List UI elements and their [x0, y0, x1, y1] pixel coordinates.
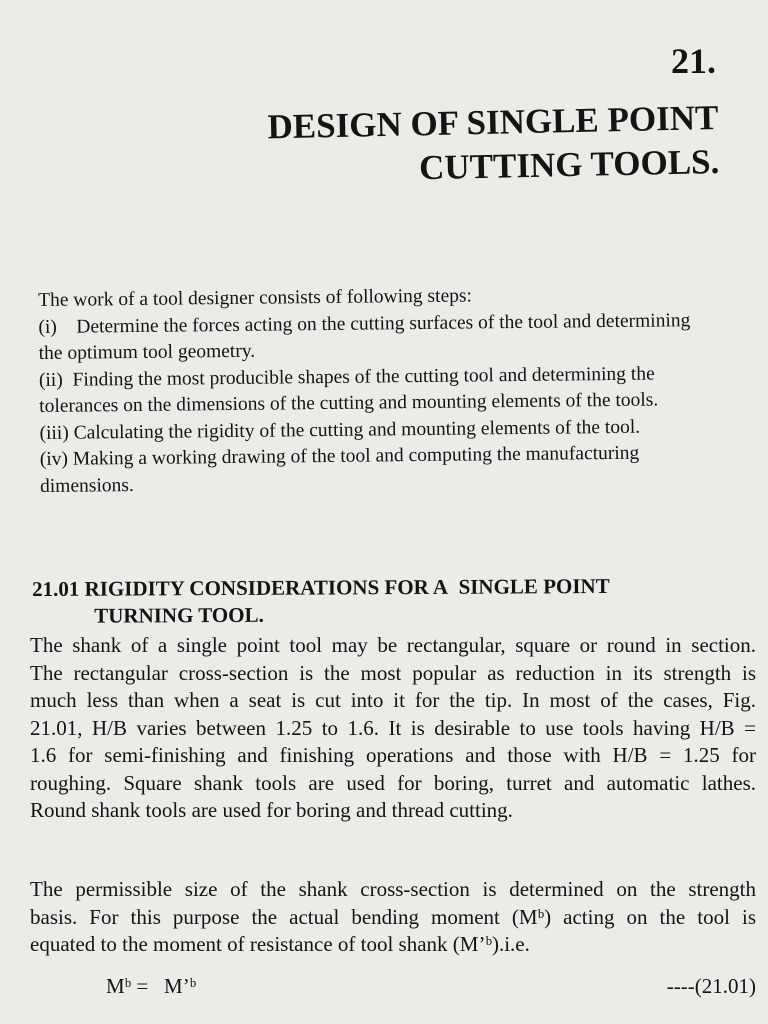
section-heading [32, 572, 712, 630]
text-line: The rectangular cross-section is the most popular as reduction in its strength is [30, 660, 756, 685]
text-line: 1.6 for semi-finishing and finishing operations and those with H/B = 1.25 for [30, 743, 756, 767]
text-line: The shank of a single point tool may be rectangular, square or round in section. [30, 633, 756, 657]
step-item: (iii) Calculating the rigidity of the cutting and mounting elements of the tool. [39, 416, 641, 444]
text-line: much less than when a seat is cut into it for the tip. In most of the cases, Fig. [30, 688, 756, 712]
equation-expression: Mᵇ = M’ᵇ [106, 974, 197, 998]
chapter-title-line-2: CUTTING TOOLS. [418, 141, 720, 188]
chapter-title-line-1: DESIGN OF SINGLE POINT [267, 97, 719, 147]
equation-number: ----(21.01) [666, 974, 756, 998]
step-item: (ii) Finding the most producible shapes of the cutting tool and determining the tolerances on the dimensions of the cutting and mounting elements of the tools. [38, 363, 659, 417]
intro-lead: The work of a tool designer consists of following steps: [38, 285, 473, 311]
text-line: 21.01, H/B varies between 1.25 to 1.6. It is desirable to use tools having H/B = [30, 715, 756, 740]
paragraph-shank-section [30, 632, 756, 825]
text-line: roughing. Square shank tools are used for boring, turret and automatic lathes. [30, 770, 756, 795]
paragraph-shank-size [30, 876, 756, 959]
text-line: The permissible size of the shank cross-section is determined on the strength [30, 877, 756, 901]
text-line: equated to the moment of resistance of tool shank (M’ᵇ).i.e. [30, 932, 530, 956]
text-line: Round shank tools are used for boring and thread cutting. [30, 798, 513, 822]
text-line: basis. For this purpose the actual bending moment (Mᵇ) acting on the tool is [30, 904, 756, 929]
intro-steps [38, 281, 712, 500]
step-item: (iv) Making a working drawing of the tool and computing the manufacturing dimensions. [39, 442, 640, 497]
chapter-title [267, 96, 720, 193]
chapter-number: 21. [671, 41, 716, 81]
section-heading-line-2: TURNING TOOL. [94, 602, 264, 628]
step-item: (i) Determine the forces acting on the cutting surfaces of the tool and determining the optimum tool geometry. [38, 309, 691, 364]
section-heading-line-1: 21.01 RIGIDITY CONSIDERATIONS FOR A SINGLE POINT [32, 573, 610, 601]
